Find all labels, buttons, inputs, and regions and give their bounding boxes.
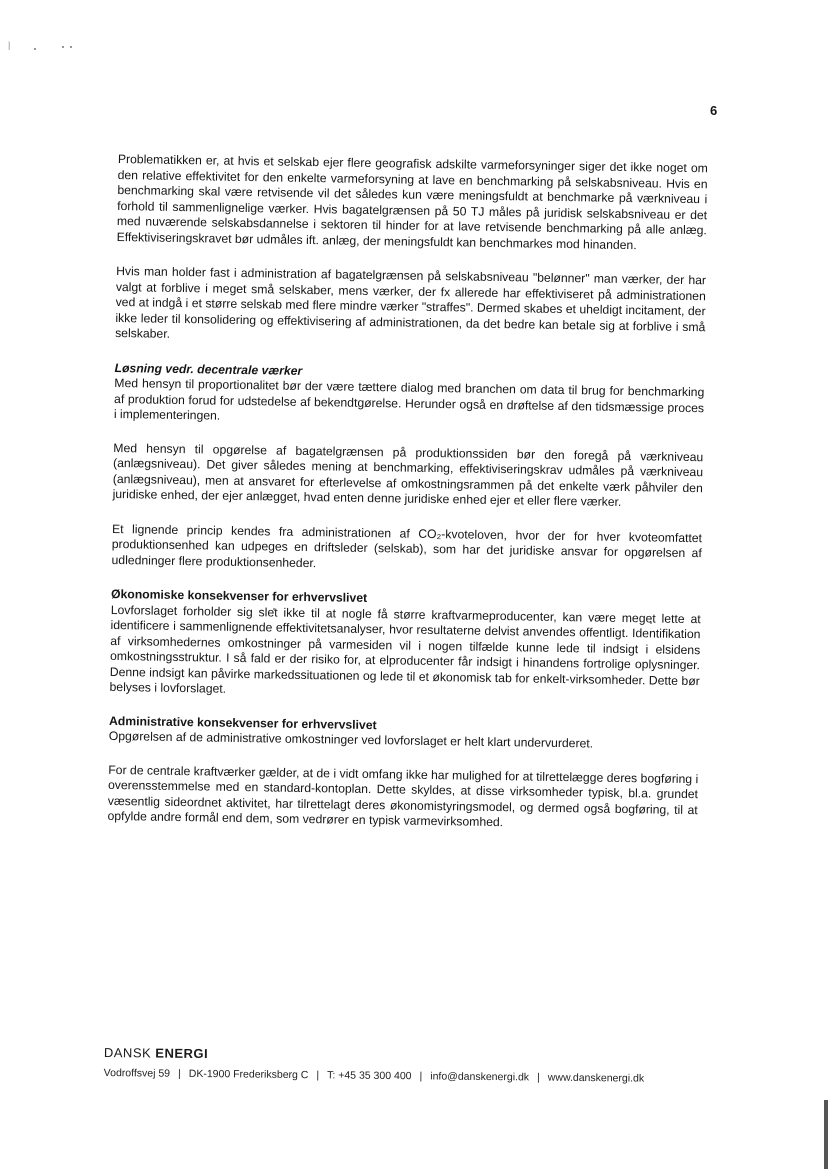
footer-address: Vodroffsvej 59 (103, 1066, 171, 1080)
brand-name-regular: DANSK (103, 1045, 156, 1061)
scan-artifact-dot (70, 46, 72, 48)
contact-line (104, 1067, 704, 1085)
letterhead-footer (104, 1045, 704, 1085)
paragraph-plant-level: Med hensyn til opgørelse af bagatelgrænsen på produktionssiden bør den foregå på værkniveau (anlægsniveau). Det giver således mening at benchmarking, effektiviseringskrav udmåles på værkniveau (anlægsniveau), men at ansvaret for efterlevelse af omkostningsrammen på det enkelte værk påhviler den juridiske enhed, der ejer anlægget, hvad enten denne juridiske enhed ejer et eller flere værker. (112, 440, 704, 509)
paragraph-benchmarking-problem: Problematikken er, at hvis et selskab ejer flere geografisk adskilte varmeforsyninger siger det ikke noget om den relative effektivitet for den enkelte varmeforsyning at lave en benchmarking på selskabsniveau. Hvis en benchmarking skal være retvisende vil det således kun være meningsfuldt at benchmarke på værkniveau i forhold til sammenlignelige værker. Hvis bagatelgrænsen på 50 TJ måles på juridisk selskabsniveau er det med nuværende selskabsdannelse i sektoren til hinder for at lave retvisende benchmarking på alle anlæg. Effektiviseringskravet bør udmåles ift. anlæg, der meningsfuldt kan benchmarkes mod hinanden. (116, 152, 708, 252)
section-heading-decentral: Løsning vedr. decentrale værker (114, 360, 303, 378)
section-heading-administrative: Administrative konsekvenser for erhvervslivet (108, 713, 377, 732)
footer-separator: | (316, 1069, 320, 1082)
section-body-economic: Lovforslaget forholder sig slet ikke til at nogle få større kraftvarmeproducenter, kan være meget lette at identificere i sammenlignende effektivitetsanalyser, hvor resultaterne delvist anvendes offentligt. Identifikation af virksomhedernes omkostninger på varmesiden vil i nogen tilfælde kunne lede til indsigt i elsidens omkostningsstruktur. I så fald er der risiko for, at elproducenter får indsigt i hinandens fortrolige oplysninger. Denne indsigt kan påvirke markedssituationen og lede til et økonomisk tab for enkelt-virksomheder. Dette bør belyses i lovforslaget. (109, 602, 701, 696)
section-economic (109, 587, 701, 705)
section-heading-economic: Økonomiske konsekvenser for erhvervslivet (110, 586, 368, 605)
page-number: 6 (710, 103, 718, 118)
scan-artifact-dot (62, 46, 64, 48)
footer-separator: | (419, 1070, 423, 1083)
section-administrative (109, 713, 699, 753)
footer-email-link[interactable]: info@danskenergi.dk (430, 1070, 530, 1084)
brand-logo-text (104, 1045, 704, 1066)
footer-separator: | (177, 1067, 181, 1080)
paragraph-power-plants: For de centrale kraftværker gælder, at de i vidt omfang ikke har mulighed for at tilrettelægge deres bogføring i overensstemmelse med en standard-kontoplan. Dette skyldes, at disse virksomheder typisk, bl.a. grundet væsentlig sideordnet aktivitet, har tilrettelagt deres økonomistyringsmodel, og dermed også bogføring, til at opfylde andre formål end dem, som vedrører en typisk varmevirksomhed. (107, 762, 699, 830)
paragraph-co2-principle: Et lignende princip kendes fra administrationen af CO₂-kvoteloven, hvor der for hver kvoteomfattet produktionsenhed kan udpeges en driftsleder (selskab), som har det juridiske ansvar for opgørelsen af udledninger flere produktionsenheder. (111, 521, 703, 570)
section-body-administrative: Opgørelsen af de administrative omkostninger ved lovforslaget er helt klart undervurderet. (108, 728, 594, 751)
footer-city: DK-1900 Frederiksberg C (188, 1067, 309, 1082)
brand-name-bold: ENERGI (155, 1045, 209, 1062)
scan-artifact-dot (34, 48, 36, 50)
section-body-decentral: Med hensyn til proportionalitet bør der være tættere dialog med branchen om data til brug for benchmarking af produktion forud for udstedelse af bekendtgørelse. Herunder også en drøftelse af den tidsmæssige proces i implementeringen. (113, 375, 705, 423)
section-decentral (114, 360, 705, 431)
footer-web-link[interactable]: www.danskenergi.dk (547, 1071, 645, 1085)
footer-phone: T: +45 35 300 400 (327, 1069, 412, 1083)
scan-artifact-mark: | (8, 40, 11, 50)
footer-separator: | (537, 1071, 540, 1084)
paragraph-small-companies: Hvis man holder fast i administration af bagatelgrænsen på selskabsniveau "belønner" man værker, der har valgt at forblive i meget små selskaber, mens værker, der fx allerede har effektiviseret på administrationen ved at indgå i et større selskab med flere mindre værker "straffes". Dermed skabes et uheldigt incitament, der ikke leder til konsolidering og effektivisering af administrationen, da det bedre kan betale sig at forblive i små selskaber. (115, 263, 707, 341)
scan-edge-shadow (824, 1100, 828, 1169)
letter-body (107, 152, 708, 853)
